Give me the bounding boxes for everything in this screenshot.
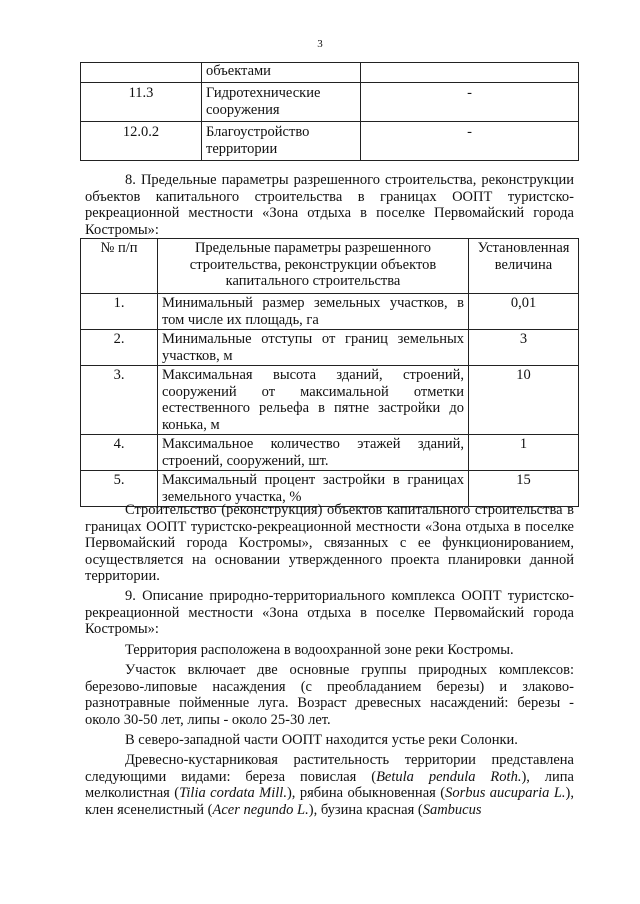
section-9-paragraph-3: В северо-западной части ООПТ находится устье реки Солонки.	[125, 732, 518, 748]
section-9-paragraph-1: Территория расположена в водоохранной зоне реки Костромы.	[125, 642, 514, 658]
header-value: Установленная величина	[469, 239, 579, 294]
table-row	[81, 330, 579, 366]
section-9-paragraph-4	[85, 752, 574, 818]
code-cell: 11.3	[81, 83, 202, 122]
row-param: Максимальная высота зданий, строений, сооружений от максимальной отметки естественного рельефа в пятне застройки до конька, м	[158, 366, 469, 435]
latin-species-name: Tilia cordata Mill.	[179, 785, 287, 801]
value-cell	[361, 63, 579, 83]
table-row	[81, 83, 579, 122]
construction-paragraph: Строительство (реконструкция) объектов капитального строительства в границах ООПТ туристско-рекреационной местности «Зона отдыха в поселке Первомайский города Костромы», связанных с ее функционированием, осуществляется на основании утвержденного проекта планировки данной территории.	[85, 502, 574, 584]
row-value: 3	[469, 330, 579, 366]
section-9-heading: 9. Описание природно-территориального комплекса ООПТ туристско-рекреационной местности «Зона отдыха в поселке Первомайский города Костромы»:	[85, 588, 574, 637]
land-use-table	[80, 62, 579, 161]
row-value: 10	[469, 366, 579, 435]
name-line: объектами	[206, 63, 271, 79]
row-param: Максимальное количество этажей зданий, строений, сооружений, шт.	[158, 435, 469, 471]
header-param: Предельные параметры разрешенного строительства, реконструкции объектов капитального строительства	[158, 239, 469, 294]
name-cell	[202, 83, 361, 122]
latin-species-name: Acer negundo L.	[212, 801, 309, 818]
table-row	[81, 63, 579, 83]
value-cell: -	[361, 83, 579, 122]
row-value: 1	[469, 435, 579, 471]
latin-species-name: Sambucus	[422, 801, 482, 818]
latin-species-name: Betula pendula Roth.	[376, 768, 522, 785]
row-num: 1.	[81, 294, 158, 330]
name-line: Благоустройство	[206, 124, 310, 140]
row-num: 2.	[81, 330, 158, 366]
text-run: ), бузина красная (	[308, 801, 423, 818]
text-run: ), клен ясенелистный (	[85, 785, 574, 818]
header-num: № п/п	[81, 239, 158, 294]
name-line: Гидротехнические	[206, 85, 321, 101]
row-value: 0,01	[469, 294, 579, 330]
table-row	[81, 435, 579, 471]
name-line: территории	[206, 140, 278, 157]
table-row	[81, 294, 579, 330]
page-number: 3	[317, 38, 323, 50]
table-header-row	[81, 239, 579, 294]
section-9-paragraph-2: Участок включает две основные группы природных комплексов: березово-липовые насаждения (с преобладанием березы) и злаково-разнотравные пойменные луга. Возраст древесных насаждений: березы - около 30-50 лет, липы - около 25-30 лет.	[85, 662, 574, 728]
section-8-heading: 8. Предельные параметры разрешенного строительства, реконструкции объектов капитального строительства в границах ООПТ туристско-рекреационной местности «Зона отдыха в поселке Первомайский города Костромы»:	[85, 172, 574, 238]
code-cell: 12.0.2	[81, 122, 202, 161]
row-param: Максимальный процент застройки в границах земельного участка, %	[158, 471, 469, 507]
name-cell	[202, 63, 361, 83]
latin-species-name: Sorbus aucuparia L.	[445, 785, 566, 801]
text-run: Древесно-кустарниковая растительность территории представлена следующими видами: береза повислая (	[85, 752, 574, 785]
text-run: ), липа мелколистная (	[85, 768, 574, 801]
text-run: ), рябина обыкновенная (	[286, 785, 446, 801]
row-value: 15	[469, 471, 579, 507]
name-line: сооружения	[206, 101, 280, 118]
row-param: Минимальный размер земельных участков, в том числе их площадь, га	[158, 294, 469, 330]
row-num: 3.	[81, 366, 158, 435]
table-row	[81, 122, 579, 161]
row-param: Минимальные отступы от границ земельных участков, м	[158, 330, 469, 366]
code-cell	[81, 63, 202, 83]
value-cell: -	[361, 122, 579, 161]
name-cell	[202, 122, 361, 161]
row-num: 4.	[81, 435, 158, 471]
building-parameters-table	[80, 238, 579, 507]
row-num: 5.	[81, 471, 158, 507]
table-row	[81, 366, 579, 435]
